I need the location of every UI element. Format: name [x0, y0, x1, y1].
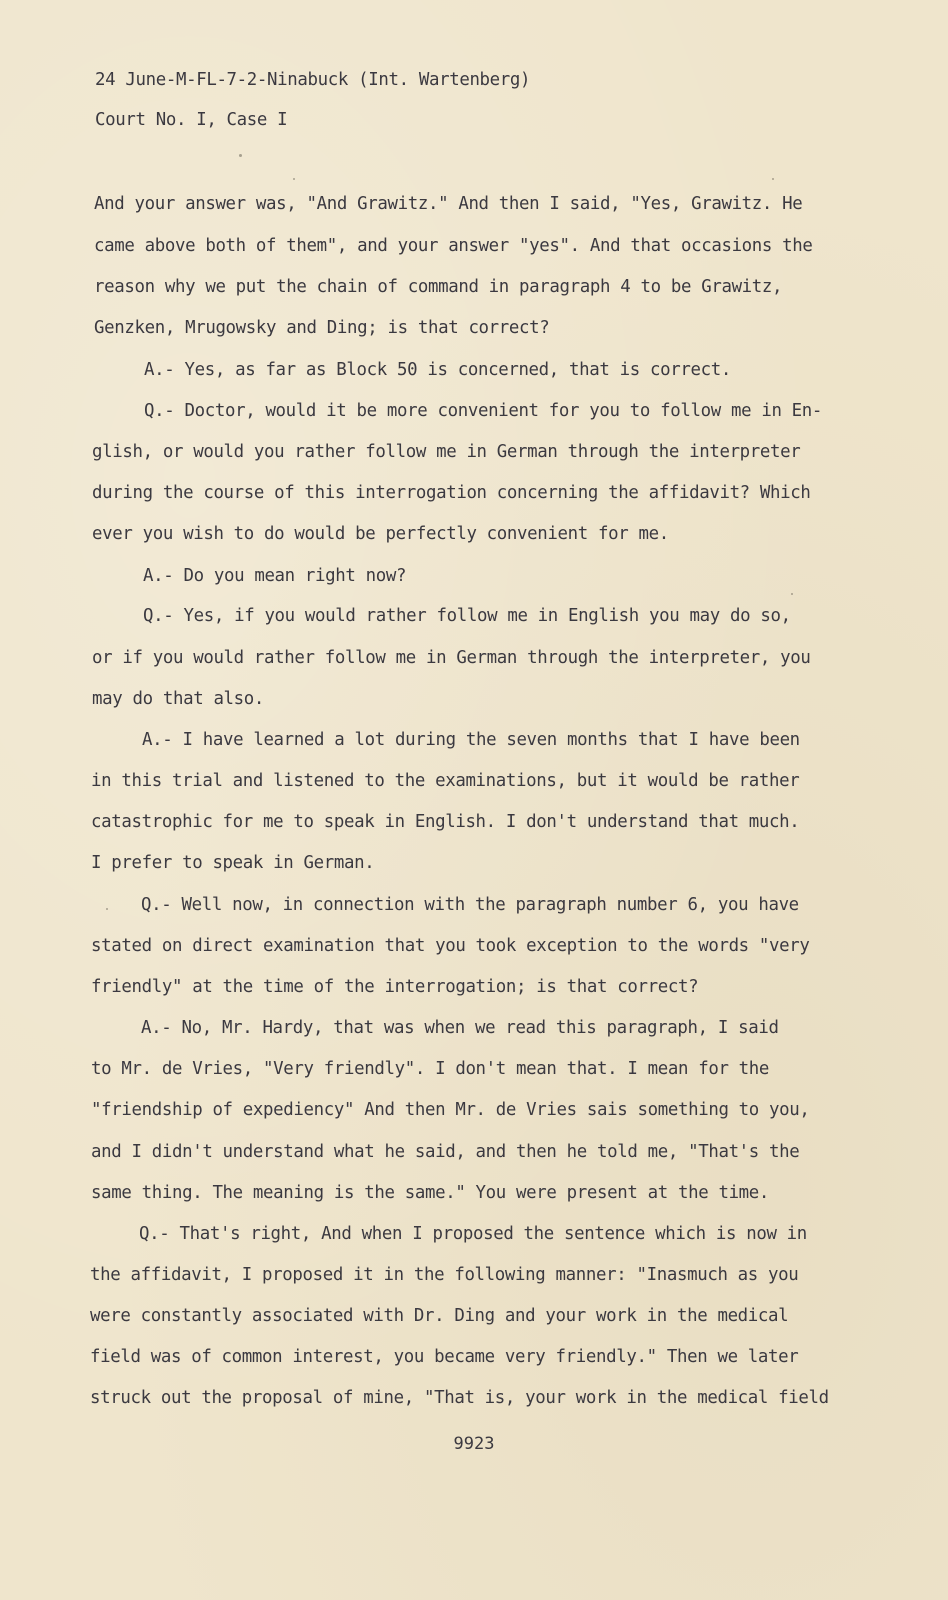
body-line: Genzken, Mrugowsky and Ding; is that correct?: [94, 318, 550, 338]
body-line: Q.- Well now, in connection with the paragraph number 6, you have: [141, 895, 799, 915]
paper-speck: [772, 178, 774, 180]
body-line: during the course of this interrogation concerning the affidavit? Which: [92, 483, 811, 503]
body-line: Q.- Yes, if you would rather follow me in English you may do so,: [143, 606, 791, 626]
body-line: A.- Do you mean right now?: [143, 566, 407, 586]
body-line: were constantly associated with Dr. Ding and your work in the medical: [90, 1306, 789, 1326]
body-line: ever you wish to do would be perfectly convenient for me.: [92, 524, 669, 544]
header-court: Court No. I, Case I: [95, 110, 288, 130]
body-line: I prefer to speak in German.: [91, 853, 375, 873]
body-line: friendly" at the time of the interrogation; is that correct?: [91, 977, 699, 997]
body-line: glish, or would you rather follow me in German through the interpreter: [92, 442, 801, 462]
body-line: Q.- That's right, And when I proposed the sentence which is now in: [139, 1224, 807, 1244]
body-line: and I didn't understand what he said, and then he told me, "That's the: [91, 1142, 800, 1162]
body-line: A.- Yes, as far as Block 50 is concerned, that is correct.: [144, 360, 731, 380]
body-line: A.- No, Mr. Hardy, that was when we read this paragraph, I said: [141, 1018, 779, 1038]
body-line: Q.- Doctor, would it be more convenient for you to follow me in En-: [144, 401, 823, 421]
header-case-reference: 24 June-M-FL-7-2-Ninabuck (Int. Wartenberg): [95, 70, 531, 90]
body-line: in this trial and listened to the examinations, but it would be rather: [91, 771, 800, 791]
body-line: or if you would rather follow me in German through the interpreter, you: [92, 648, 811, 668]
body-line: struck out the proposal of mine, "That is, your work in the medical field: [90, 1388, 829, 1408]
body-line: "friendship of expediency" And then Mr. de Vries sais something to you,: [91, 1100, 810, 1120]
body-line: field was of common interest, you became very friendly." Then we later: [90, 1347, 799, 1367]
paper-speck: [791, 593, 793, 595]
paper-speck: [293, 178, 295, 180]
body-line: may do that also.: [92, 689, 265, 709]
body-line: catastrophic for me to speak in English. I don't understand that much.: [91, 812, 800, 832]
page-number: 9923: [453, 1434, 495, 1454]
body-line: same thing. The meaning is the same." You were present at the time.: [91, 1183, 770, 1203]
paper-speck: [239, 154, 242, 157]
body-line: to Mr. de Vries, "Very friendly". I don't mean that. I mean for the: [91, 1059, 770, 1079]
body-line: stated on direct examination that you took exception to the words "very: [91, 936, 810, 956]
paper-speck: [106, 908, 108, 910]
body-line: the affidavit, I proposed it in the following manner: "Inasmuch as you: [90, 1265, 799, 1285]
body-line: reason why we put the chain of command in paragraph 4 to be Grawitz,: [94, 277, 783, 297]
body-line: came above both of them", and your answer "yes". And that occasions the: [94, 236, 813, 256]
body-line: A.- I have learned a lot during the seven months that I have been: [142, 730, 800, 750]
body-line: And your answer was, "And Grawitz." And then I said, "Yes, Grawitz. He: [94, 194, 803, 214]
